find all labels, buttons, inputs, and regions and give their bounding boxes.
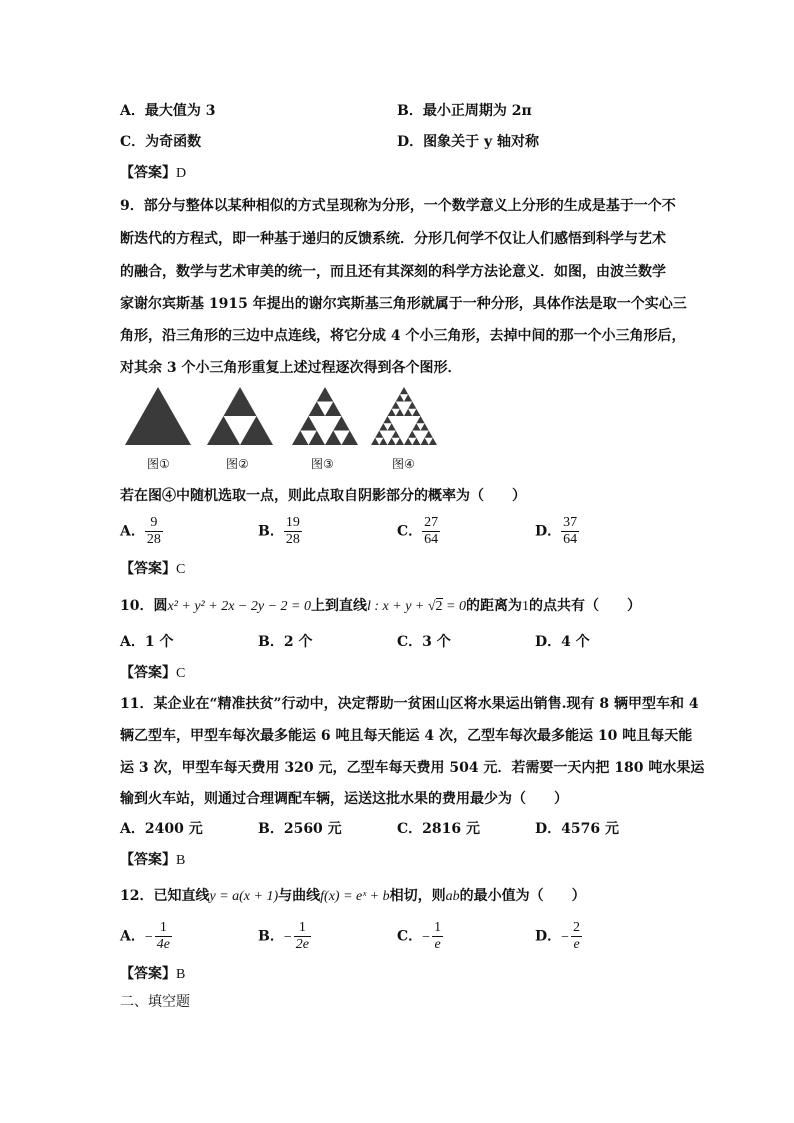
answer-label: 【答案】 — [120, 561, 176, 577]
numerator: 2 — [573, 920, 581, 935]
sierpinski-triangle-4 — [392, 402, 400, 409]
q11-line-3: 运 3 次，甲型车每天费用 320 元，乙型车每天费用 504 元．若需要一天内把 180 吨水果运 — [120, 760, 705, 776]
option-label: C． — [397, 928, 423, 945]
q11-option-a: A．2400 元 — [120, 821, 203, 837]
figure-caption-3: 图③ — [311, 457, 334, 471]
answer-value: C — [176, 562, 186, 577]
answer-label: 【答案】 — [120, 665, 176, 681]
sierpinski-triangle-1 — [125, 387, 191, 445]
q11-option-b: B．2560 元 — [258, 821, 342, 837]
fraction — [294, 920, 311, 953]
numerator: 9 — [145, 515, 163, 532]
product-ab: ab — [445, 889, 460, 904]
fraction — [284, 515, 302, 548]
figure-caption-2: 图② — [226, 457, 249, 471]
q10-middle: 上到直线 — [310, 598, 367, 614]
numerator: 1 — [294, 920, 311, 937]
answer-value: C — [176, 666, 186, 681]
sierpinski-figures — [120, 384, 450, 448]
q9-line-5: 角形，沿三角形的三边中点连线，将它分成 4 个小三角形，去掉中间的那一个小三角形后， — [120, 328, 686, 344]
q9-option-b — [258, 515, 302, 548]
q12-option-a — [120, 920, 172, 953]
numerator: 27 — [424, 515, 439, 530]
fraction — [561, 515, 579, 548]
sierpinski-triangle-3 — [333, 416, 350, 431]
q9-question: 若在图④中随机选取一点，则此点取自阴影部分的概率为（ ） — [120, 488, 526, 504]
q10-prefix: 10．圆 — [120, 598, 168, 614]
line-eq-end: = 0 — [442, 599, 466, 614]
q12-suffix2: 的最小值为（ ） — [459, 888, 586, 904]
sierpinski-triangle-4 — [412, 438, 420, 445]
q12-option-c — [397, 920, 443, 953]
q12-answer — [120, 964, 185, 985]
answer-value: D — [176, 166, 187, 181]
q12-option-d — [535, 920, 582, 953]
q8-option-c: C．为奇函数 — [120, 134, 202, 150]
sierpinski-triangle-3 — [325, 402, 342, 417]
minus-sign: − — [561, 929, 570, 945]
sierpinski-triangle-4 — [375, 431, 383, 438]
q10-question — [120, 596, 641, 617]
fraction — [155, 920, 172, 953]
sierpinski-triangle-2 — [240, 416, 273, 445]
q8-option-a: A．最大值为 3 — [120, 103, 216, 119]
q9-option-d — [535, 515, 579, 548]
sierpinski-triangle-4 — [408, 431, 416, 438]
denominator: 64 — [563, 532, 578, 547]
sierpinski-triangle-4 — [421, 423, 429, 430]
sierpinski-triangle-4 — [388, 423, 396, 430]
minus-sign: − — [144, 929, 153, 945]
q9-line-2: 断迭代的方程式，即一种基于递归的反馈系统．分形几何学不仅让人们感悟到科学与艺术 — [120, 231, 666, 247]
denominator: 28 — [285, 532, 300, 547]
sierpinski-triangle-4 — [379, 423, 387, 430]
q12-middle: 与曲线 — [278, 888, 321, 904]
answer-label: 【答案】 — [120, 165, 176, 181]
sierpinski-triangle-2 — [207, 416, 240, 445]
q10-option-b: B．2 个 — [258, 634, 313, 650]
sierpinski-triangle-2 — [224, 387, 257, 416]
q12-suffix1: 相切，则 — [389, 888, 446, 904]
fraction — [432, 920, 443, 953]
answer-value: B — [176, 967, 186, 982]
q8-option-b: B．最小正周期为 2π — [397, 103, 532, 119]
sierpinski-triangle-4 — [404, 394, 412, 401]
q11-option-c: C．2816 元 — [397, 821, 480, 837]
q12-prefix: 12．已知直线 — [120, 888, 210, 904]
curve-equation: f(x) = eˣ + b — [320, 889, 390, 904]
numerator: 37 — [563, 515, 578, 530]
denominator: 64 — [424, 532, 439, 547]
q11-line-1: 11．某企业在“精准扶贫”行动中，决定帮助一贫困山区将水果运出销售.现有 8 辆甲型车和 4 — [120, 696, 699, 712]
answer-label: 【答案】 — [120, 966, 176, 982]
q9-line-4: 家谢尔宾斯基 1915 年提出的谢尔宾斯基三角形就属于一种分形，具体作法是取一个实心三 — [120, 296, 687, 312]
option-label: D． — [535, 523, 562, 540]
sierpinski-triangle-3 — [317, 387, 334, 402]
circle-equation: x² + y² + 2x − 2y − 2 = 0 — [167, 599, 311, 614]
denominator: e — [434, 937, 441, 952]
q10-option-c: C．3 个 — [397, 634, 451, 650]
q9-line-3: 的融合，数学与艺术审美的统一，而且还有其深刻的科学方法论意义．如图，由波兰数学 — [120, 264, 666, 280]
minus-sign: − — [422, 929, 431, 945]
denominator: e — [573, 937, 580, 952]
sierpinski-triangle-4 — [421, 438, 429, 445]
q9-line-1: 9．部分与整体以某种相似的方式呈现称为分形，一个数学意义上分形的生成是基于一个不 — [120, 198, 676, 214]
sierpinski-triangle-4 — [404, 438, 412, 445]
q12-question — [120, 886, 586, 907]
q10-option-d: D．4 个 — [535, 634, 590, 650]
fraction — [145, 515, 163, 548]
answer-value: B — [176, 853, 186, 868]
line-equation — [367, 598, 466, 614]
q11-line-4: 输到火车站，则通过合理调配车辆，运送这批水果的费用最少为（ ） — [120, 791, 568, 807]
sierpinski-triangle-3 — [292, 431, 309, 446]
q11-option-d: D．4576 元 — [535, 821, 619, 837]
q9-option-a — [120, 515, 163, 548]
q10-suffix2: 的点共有（ ） — [529, 598, 641, 614]
sierpinski-triangle-4 — [396, 394, 404, 401]
q9-line-6: 对其余 3 个小三角形重复上述过程逐次得到各个图形． — [120, 360, 462, 376]
answer-label: 【答案】 — [120, 852, 176, 868]
numerator: 1 — [434, 920, 442, 935]
option-label: B． — [258, 928, 284, 945]
sierpinski-triangle-3 — [300, 416, 317, 431]
sierpinski-triangle-4 — [379, 438, 387, 445]
q12-option-b — [258, 920, 311, 953]
q9-option-c — [397, 515, 440, 548]
sierpinski-triangle-4 — [400, 387, 408, 394]
figure-caption-4: 图④ — [392, 457, 415, 471]
section-heading: 二、填空题 — [120, 994, 190, 1010]
q10-option-a: A．1 个 — [120, 634, 174, 650]
sierpinski-triangle-3 — [309, 431, 326, 446]
sierpinski-triangle-4 — [392, 431, 400, 438]
sierpinski-triangle-4 — [425, 431, 433, 438]
option-label: C． — [397, 523, 423, 540]
sierpinski-triangle-4 — [404, 409, 412, 416]
q8-option-d: D．图象关于 y 轴对称 — [397, 134, 540, 150]
sierpinski-triangle-3 — [342, 431, 359, 446]
sierpinski-triangle-4 — [429, 438, 437, 445]
sierpinski-triangle-3 — [309, 402, 326, 417]
option-label: A． — [120, 523, 145, 540]
distance-value: 1 — [522, 599, 529, 614]
q10-answer — [120, 663, 185, 684]
sierpinski-triangle-4 — [371, 438, 379, 445]
q8-answer — [120, 163, 186, 184]
q11-answer — [120, 850, 185, 871]
numerator: 19 — [285, 515, 300, 530]
denominator: 2e — [295, 937, 309, 952]
sierpinski-triangle-4 — [408, 402, 416, 409]
sierpinski-triangle-4 — [396, 409, 404, 416]
q10-suffix1: 的距离为 — [466, 598, 522, 614]
sierpinski-triangle-4 — [416, 416, 424, 423]
minus-sign: − — [283, 929, 292, 945]
fraction — [571, 920, 582, 953]
sierpinski-triangle-4 — [396, 438, 404, 445]
sierpinski-triangle-4 — [388, 438, 396, 445]
figure-caption-1: 图① — [147, 457, 170, 471]
option-label: D． — [535, 928, 562, 945]
sierpinski-triangle-4 — [383, 416, 391, 423]
sqrt-symbol: √ — [427, 599, 436, 614]
sierpinski-triangle-4 — [388, 409, 396, 416]
denominator: 28 — [146, 532, 161, 547]
sqrt-radicand: 2 — [435, 599, 443, 614]
tangent-line-equation: y = a(x + 1) — [209, 889, 279, 904]
sierpinski-triangle-3 — [325, 431, 342, 446]
denominator: 4e — [156, 937, 170, 952]
q11-line-2: 辆乙型车，甲型车每次最多能运 6 吨且每天能运 4 次，乙型车每次最多能运 10 吨且每天能 — [120, 728, 693, 744]
numerator: 1 — [155, 920, 172, 937]
q9-answer — [120, 559, 185, 580]
option-label: B． — [258, 523, 284, 540]
fraction — [422, 515, 440, 548]
sierpinski-triangle-4 — [412, 423, 420, 430]
sierpinski-triangle-4 — [412, 409, 420, 416]
line-eq-start: l : x + y + — [366, 599, 428, 614]
option-label: A． — [120, 928, 145, 945]
